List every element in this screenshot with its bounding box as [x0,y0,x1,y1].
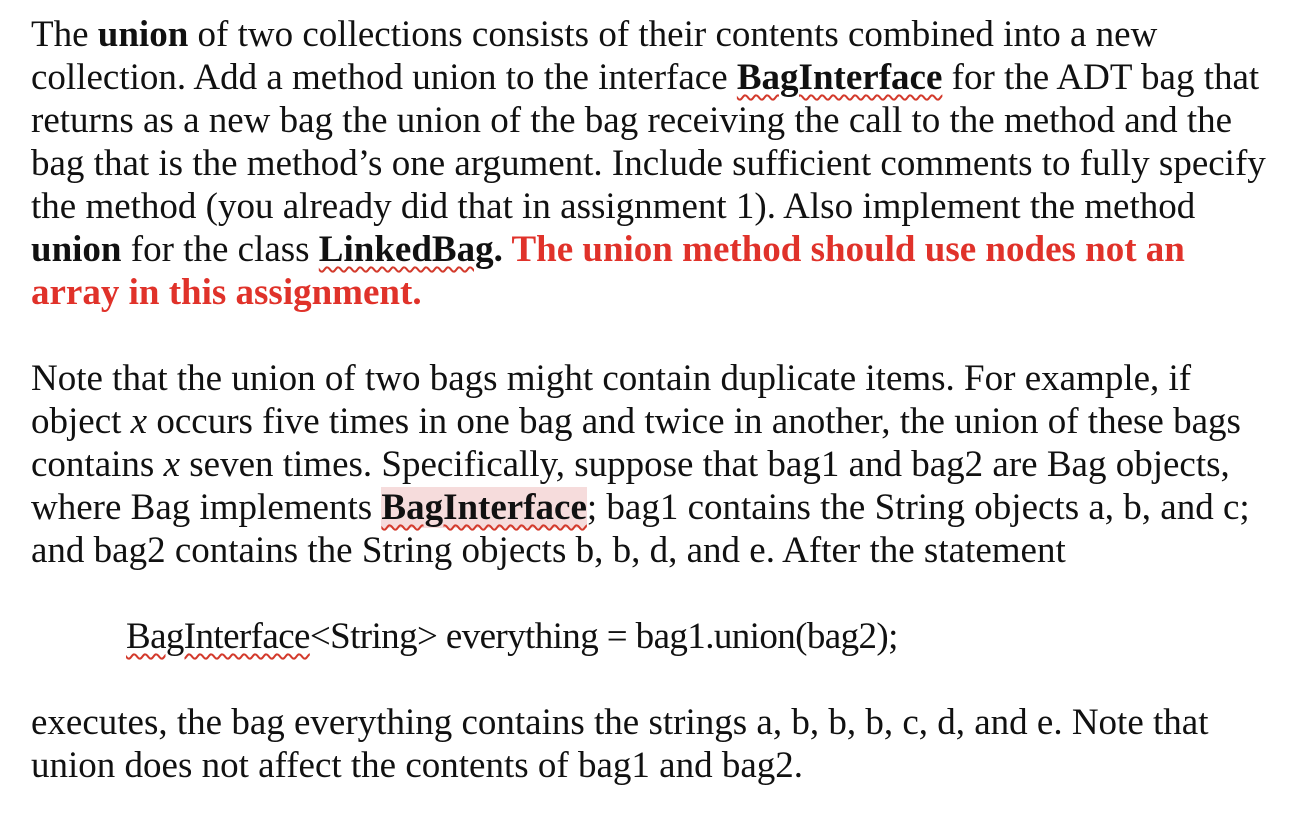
term-baginterface-highlighted: BagInterface [381,487,587,528]
paragraph-duplicates-example [31,357,1281,572]
text-run: executes, the bag everything contains the strings a, b, b, b, c, d, and e. Note that union does not affect the contents of bag1 and bag2. [31,702,1209,786]
text-run: for the ADT bag that returns as a new bag the union of the bag receiving the call to the method and the bag that is the method’s one argument. Include sufficient comments to fully specify the method (you already did that in assignment 1). Also implement the method [31,57,1266,227]
document-body [31,13,1281,787]
text-run: The [31,14,98,55]
term-baginterface: BagInterface [736,57,943,98]
term-union: union [97,14,189,55]
code-rest: <String> everything = bag1.union(bag2); [309,616,898,657]
text-run: of two collections consists of their contents combined into a new collection. Add a method union to the interface [31,14,1158,98]
variable-x: x [163,444,180,485]
paragraph-result [31,701,1281,787]
text-run: for the class [121,229,319,270]
text-run: occurs five times in one bag and twice in another, the union of these bags contains [31,401,1241,485]
requirement-note: The union method should use nodes not an array in this assignment. [31,229,1185,313]
code-type-baginterface: BagInterface [126,616,310,657]
text-run: ; bag1 contains the String objects a, b, and c; and bag2 contains the String objects b, b, d, and e. After the statement [31,487,1250,571]
text-run: seven times. Specifically, suppose that bag1 and bag2 are Bag objects, where Bag implements [31,444,1230,528]
term-union-method: union [31,229,122,270]
code-statement [126,615,1281,658]
paragraph-union-definition [31,13,1281,314]
text-run: Note that the union of two bags might contain duplicate items. For example, if object [31,358,1192,442]
variable-x: x [130,401,148,442]
text-run: . [493,229,512,270]
term-linkedbag: LinkedBag [318,229,494,270]
